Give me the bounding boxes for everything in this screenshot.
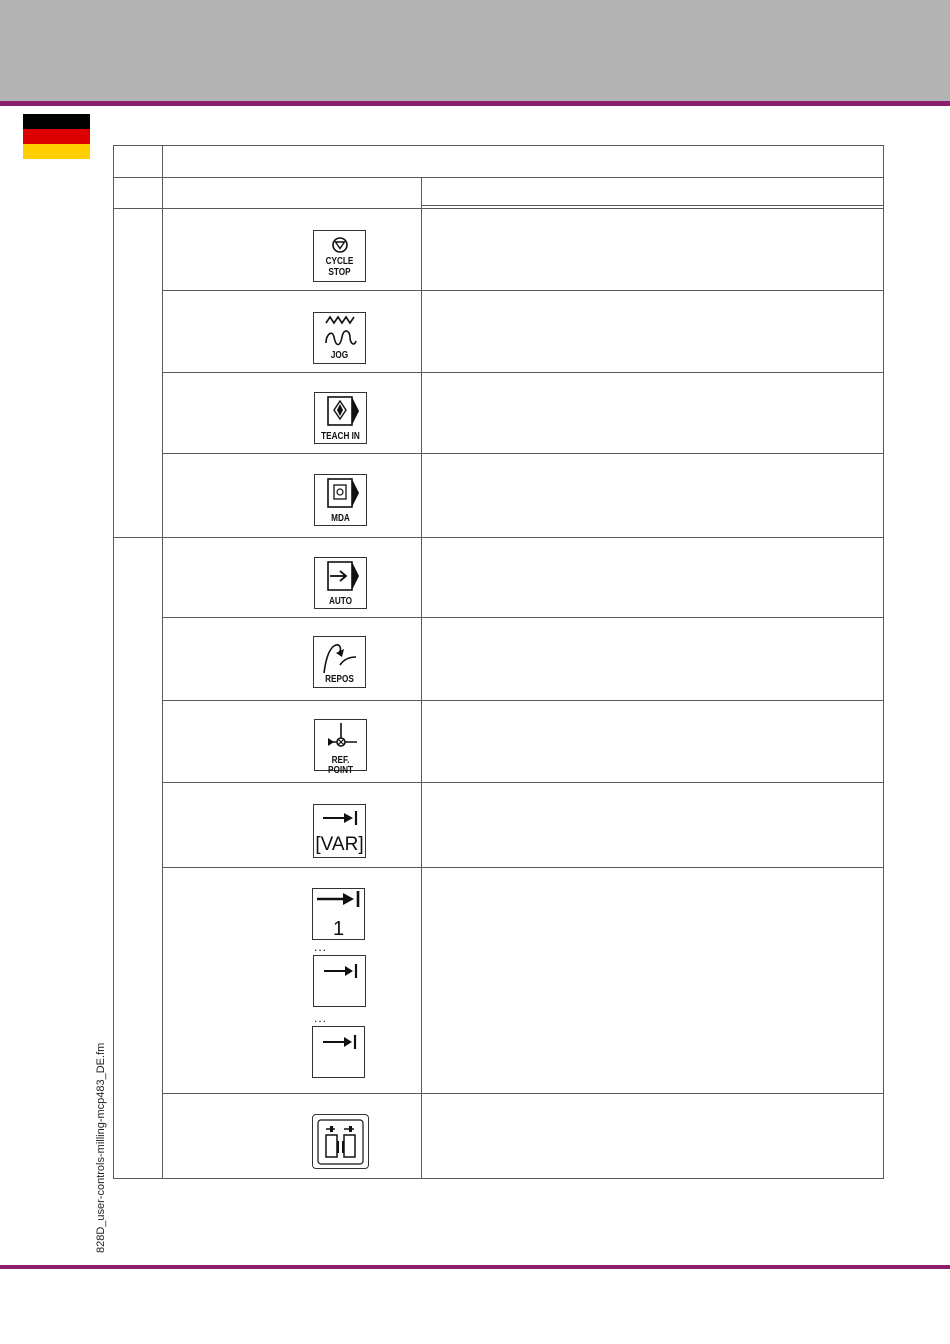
inc-step-button[interactable] xyxy=(312,1026,365,1078)
cycle-stop-button[interactable] xyxy=(313,230,366,282)
jog-button[interactable] xyxy=(313,312,366,364)
key-label: 1 xyxy=(332,918,345,940)
inc-step-button[interactable] xyxy=(313,955,366,1007)
auto-button[interactable] xyxy=(314,557,367,609)
key-label: AUTO xyxy=(328,596,353,607)
key-label: CYCLE xyxy=(325,256,354,267)
key-label: REF. POINT xyxy=(327,755,354,776)
inc-step-icon xyxy=(314,956,367,1008)
single-block-button[interactable] xyxy=(312,1114,369,1169)
key-label: [VAR] xyxy=(315,834,364,855)
mda-button[interactable] xyxy=(314,474,367,526)
key-label: MDA xyxy=(331,513,350,524)
key-label: REPOS xyxy=(325,674,354,685)
teach-in-button[interactable] xyxy=(314,392,367,444)
footer-filename: 828D_user-controls-milling-mcp483_DE.fm xyxy=(95,1042,107,1253)
inc-var-button[interactable] xyxy=(313,804,366,858)
ref-point-button[interactable] xyxy=(314,719,367,776)
continuation-dots: ... xyxy=(314,940,328,954)
inc-1-button[interactable] xyxy=(312,888,365,940)
key-label: JOG xyxy=(330,350,349,361)
continuation-dots: ... xyxy=(314,1011,328,1025)
repos-button[interactable] xyxy=(313,636,366,688)
key-label: TEACH IN xyxy=(321,431,360,442)
key-label: STOP xyxy=(328,267,351,278)
single-block-icon xyxy=(313,1115,369,1169)
inc-step-icon xyxy=(313,1027,366,1079)
